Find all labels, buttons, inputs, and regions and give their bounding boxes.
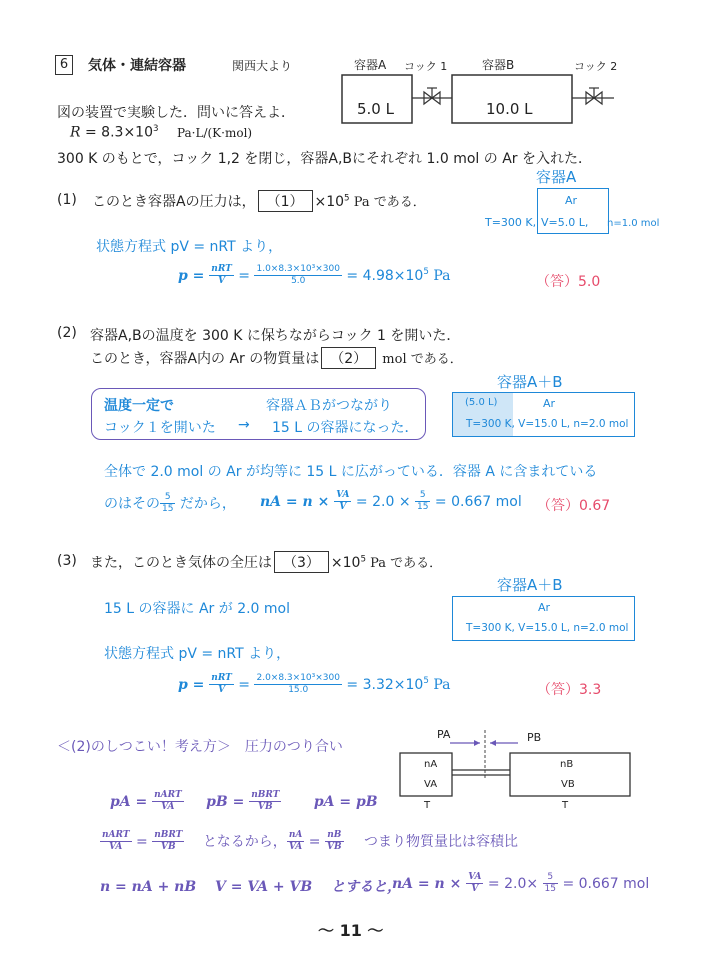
q1-question bbox=[92, 190, 426, 212]
l3-fn: VA bbox=[466, 872, 483, 884]
q3-f-den: V bbox=[218, 685, 226, 696]
q1-answer: （答）5.0 bbox=[536, 274, 601, 290]
q1-f-res: = 4.98×10 bbox=[341, 267, 424, 284]
l2-frac4 bbox=[325, 830, 344, 854]
q2-f-res: = 0.667 mol bbox=[430, 493, 522, 510]
eq-pb-num: nBRT bbox=[249, 790, 281, 802]
intro-line-1: 図の装置で実験した．問いに答えよ． bbox=[57, 105, 295, 121]
q2-f-n2: 5 bbox=[415, 490, 430, 502]
q1-box-t: T=300 K, bbox=[485, 216, 537, 229]
q1-f-res-unit: Pa bbox=[428, 267, 451, 284]
q3-text-c: Pa である． bbox=[366, 556, 443, 571]
eq-pb-den: VB bbox=[258, 802, 273, 813]
problem-number: 6 bbox=[55, 55, 73, 75]
q2-pbox-l1b: 容器ＡＢがつながり bbox=[266, 398, 392, 414]
l2-n3: nA bbox=[287, 830, 305, 842]
label-container-a: 容器A bbox=[354, 58, 387, 72]
container-a-volume: 5.0 L bbox=[357, 100, 394, 118]
q3-box-title: 容器A＋B bbox=[497, 576, 563, 594]
q3-f-frac1 bbox=[209, 673, 234, 697]
eq-pa-frac bbox=[152, 790, 184, 814]
problem-title: 気体・連結容器 bbox=[88, 58, 186, 74]
l3-a: n = nA + nB V = VA + VB とすると， bbox=[100, 879, 402, 895]
q1-f-den: V bbox=[218, 276, 226, 287]
q1-box-gas: Ar bbox=[565, 194, 578, 207]
q3-f-frac2 bbox=[254, 673, 342, 697]
q2-f-lhs: nA = n × bbox=[260, 493, 335, 510]
eq-pa-num: nART bbox=[152, 790, 184, 802]
q2-pbox-arrow: → bbox=[238, 417, 250, 433]
diag-pb-label: PB bbox=[527, 731, 542, 744]
q2-line-1: 容器A,Bの温度を 300 K に保ちながらコック 1 を開いた． bbox=[90, 328, 461, 344]
extra-eq-row-1 bbox=[110, 790, 378, 814]
q1-box-title: 容器A bbox=[536, 168, 577, 186]
q2-f-d2: 15 bbox=[417, 502, 429, 513]
diag-vb: VB bbox=[561, 779, 575, 790]
q2-box-tag: (5.0 L) bbox=[465, 397, 498, 408]
q2-exp2b: だから， bbox=[175, 495, 236, 512]
q3-f-res-unit: Pa bbox=[428, 676, 451, 693]
l2-eq: = bbox=[131, 833, 153, 850]
q2-f-frac2 bbox=[415, 490, 430, 514]
l3-frac2 bbox=[543, 872, 558, 896]
q2-answer: （答）0.67 bbox=[537, 498, 611, 514]
q3-answer: （答）3.3 bbox=[537, 682, 602, 698]
q2-box-params: T=300 K, V=15.0 L, n=2.0 mol bbox=[466, 418, 629, 430]
q3-formula: p = $\frac{\text{nRT}}{V}$ = $\frac{\text{2.0×8.3×10³×300}}{15.0}$ = $3.32\times 10^5$ Pa bbox=[178, 673, 451, 696]
l2-n4: nB bbox=[325, 830, 344, 842]
q1-f-frac1 bbox=[209, 264, 234, 288]
l3-n2: 5 bbox=[543, 872, 558, 884]
q2-line2a: このとき，容器A内の Ar の物質量は bbox=[90, 351, 320, 367]
q1-number: (1) bbox=[57, 192, 77, 208]
q3-explain-1: 15 L の容器に Ar が 2.0 mol bbox=[104, 601, 291, 617]
extra-eq-row-3 bbox=[100, 876, 401, 896]
q1-text-a: このとき容器Aの圧力は， bbox=[92, 194, 256, 210]
l3-d2: 15 bbox=[544, 884, 556, 895]
diag-pa bbox=[437, 728, 450, 741]
l2-frac1 bbox=[100, 830, 132, 854]
eq-pb-lhs: pB = bbox=[206, 793, 250, 810]
q2-formula bbox=[260, 490, 522, 514]
q3-exp: 5 bbox=[360, 554, 366, 565]
l2-d2: VB bbox=[160, 842, 176, 853]
q2-explain-1: 全体で 2.0 mol の Ar が均等に 15 L に広がっている．容器 A に含まれている bbox=[104, 464, 598, 480]
label-cock-1: コック 1 bbox=[404, 60, 448, 73]
l3-fd: V bbox=[471, 884, 479, 895]
q1-formula bbox=[178, 264, 450, 288]
q3-explain-2: 状態方程式 pV = nRT より， bbox=[104, 646, 291, 662]
q2-f-frac1 bbox=[334, 490, 351, 514]
diag-ta: T bbox=[424, 800, 431, 811]
container-b-volume: 10.0 L bbox=[486, 100, 533, 118]
eq-pb-frac bbox=[249, 790, 281, 814]
intro-line-3: 300 K のもとで，コック 1,2 を閉じ，容器A,Bにそれぞれ 1.0 mol の Ar を入れた． bbox=[57, 151, 592, 167]
l2-n2: nBRT bbox=[152, 830, 184, 842]
q3-f2-num: 2.0×8.3×10³×300 bbox=[254, 673, 342, 685]
q1-text-c: Pa である． bbox=[349, 195, 426, 210]
l2-frac2 bbox=[152, 830, 184, 854]
diag-na: nA bbox=[424, 759, 438, 770]
q1-f-num: nRT bbox=[209, 264, 234, 276]
q1-f2-den: 5.0 bbox=[291, 276, 306, 287]
intro-gas-constant bbox=[70, 124, 252, 141]
q3-f-res-exp: 5 bbox=[423, 676, 429, 687]
q1-explain: 状態方程式 pV = nRT より， bbox=[96, 239, 283, 255]
l3-c: = 2.0× bbox=[483, 875, 543, 892]
diag-tb: T bbox=[562, 800, 569, 811]
extra-heading: ＜(2)のしつこい！考え方＞ 圧力のつり合い bbox=[57, 739, 343, 755]
q2-exp2-frac bbox=[160, 492, 175, 516]
l2-d3: VA bbox=[288, 842, 303, 853]
q2-f-mid: = 2.0 × bbox=[351, 493, 415, 510]
q3-blank: （3） bbox=[274, 551, 329, 573]
l3-res: = 0.667 mol bbox=[558, 875, 650, 892]
q1-exp: 5 bbox=[344, 193, 350, 204]
q1-box-v: V=5.0 L, bbox=[541, 216, 589, 229]
q1-f-lhs: p = bbox=[178, 267, 210, 284]
q2-exp2-fd: 15 bbox=[162, 504, 174, 515]
r-unit: Pa·L/(K·mol) bbox=[176, 125, 253, 140]
eq-pa-pb: pA = pB bbox=[313, 793, 378, 810]
q3-box-gas: Ar bbox=[538, 601, 551, 614]
q3-f-num: nRT bbox=[209, 673, 234, 685]
l2-frac3 bbox=[287, 830, 305, 854]
q3-text-a: また，このとき気体の全圧は bbox=[90, 555, 272, 571]
q2-box bbox=[452, 392, 635, 437]
q3-text-b: ×10 bbox=[330, 555, 361, 571]
q2-explain-2 bbox=[104, 492, 236, 516]
q2-blank: （2） bbox=[321, 347, 376, 369]
page-number: ～ 11 ～ bbox=[318, 921, 384, 940]
l2-d4: VB bbox=[326, 842, 342, 853]
q1-text-b: ×10 bbox=[314, 194, 345, 210]
q3-box-params: T=300 K, V=15.0 L, n=2.0 mol bbox=[466, 622, 629, 634]
q3-f-lhs: p = bbox=[178, 676, 210, 693]
q3-question bbox=[90, 551, 442, 573]
l3-frac1 bbox=[466, 872, 483, 896]
q2-pbox-l2b: 15 L の容器になった． bbox=[272, 420, 419, 436]
q2-box-gas: Ar bbox=[543, 397, 556, 410]
q2-line2b: mol である． bbox=[378, 352, 463, 367]
q2-f-fn: VA bbox=[334, 490, 351, 502]
extra-eq-row-3b bbox=[392, 872, 649, 896]
l3-b: nA = n × bbox=[392, 875, 467, 892]
q2-number: (2) bbox=[57, 325, 77, 341]
q1-box-n: n=1.0 mol bbox=[607, 218, 660, 229]
diag-nb: nB bbox=[560, 759, 574, 770]
diag-pb bbox=[527, 731, 541, 744]
q1-f-eq: = bbox=[233, 267, 255, 284]
q3-f2-den: 15.0 bbox=[288, 685, 309, 696]
r-value: = 8.3×10 bbox=[80, 124, 153, 141]
r-exponent: 3 bbox=[153, 124, 159, 134]
q1-box-outer bbox=[485, 188, 660, 236]
label-cock-2: コック 2 bbox=[574, 60, 618, 73]
q3-number: (3) bbox=[57, 553, 77, 569]
q2-box-title: 容器A＋B bbox=[497, 373, 563, 391]
l2-d1: VA bbox=[109, 842, 123, 853]
q2-pbox-l1a: 温度一定で bbox=[104, 398, 174, 414]
l2-tail: つまり物質量比は容積比 bbox=[364, 833, 519, 850]
q3-f-res: = 3.32×10 bbox=[341, 676, 424, 693]
diag-pa-label: PA bbox=[437, 728, 451, 741]
q2-f-fd: V bbox=[339, 502, 347, 513]
q1-f-frac2 bbox=[254, 264, 342, 288]
q2-line-2 bbox=[90, 347, 463, 369]
label-container-b: 容器B bbox=[482, 58, 515, 72]
diag-va: VA bbox=[424, 779, 438, 790]
pressure-balance-diagram bbox=[395, 725, 645, 817]
q2-pbox-l2a: コック１を開いた bbox=[104, 420, 216, 436]
q2-exp2a: のはその bbox=[104, 495, 160, 512]
q1-f-res-exp: 5 bbox=[423, 267, 429, 278]
q2-exp2-fn: 5 bbox=[160, 492, 175, 504]
extra-eq-row-2: $\frac{\text{nART}}{VA}$ = $\frac{\text{nBRT}}{VB}$ となるから， $\frac{nA}{VA}$ = $\frac{nB}{VB}$ つまり物質量比は容積比 bbox=[102, 830, 519, 853]
l2-mid: となるから， bbox=[202, 833, 287, 850]
q1-f2-num: 1.0×8.3×10³×300 bbox=[254, 264, 342, 276]
eq-pa-lhs: pA = bbox=[110, 793, 153, 810]
eq-pa-den: VA bbox=[161, 802, 175, 813]
q3-box bbox=[452, 596, 635, 641]
r-symbol: R bbox=[70, 124, 81, 141]
problem-source: 関西大より bbox=[232, 59, 293, 73]
l2-n1: nART bbox=[100, 830, 132, 842]
q1-blank: （1） bbox=[258, 190, 313, 212]
